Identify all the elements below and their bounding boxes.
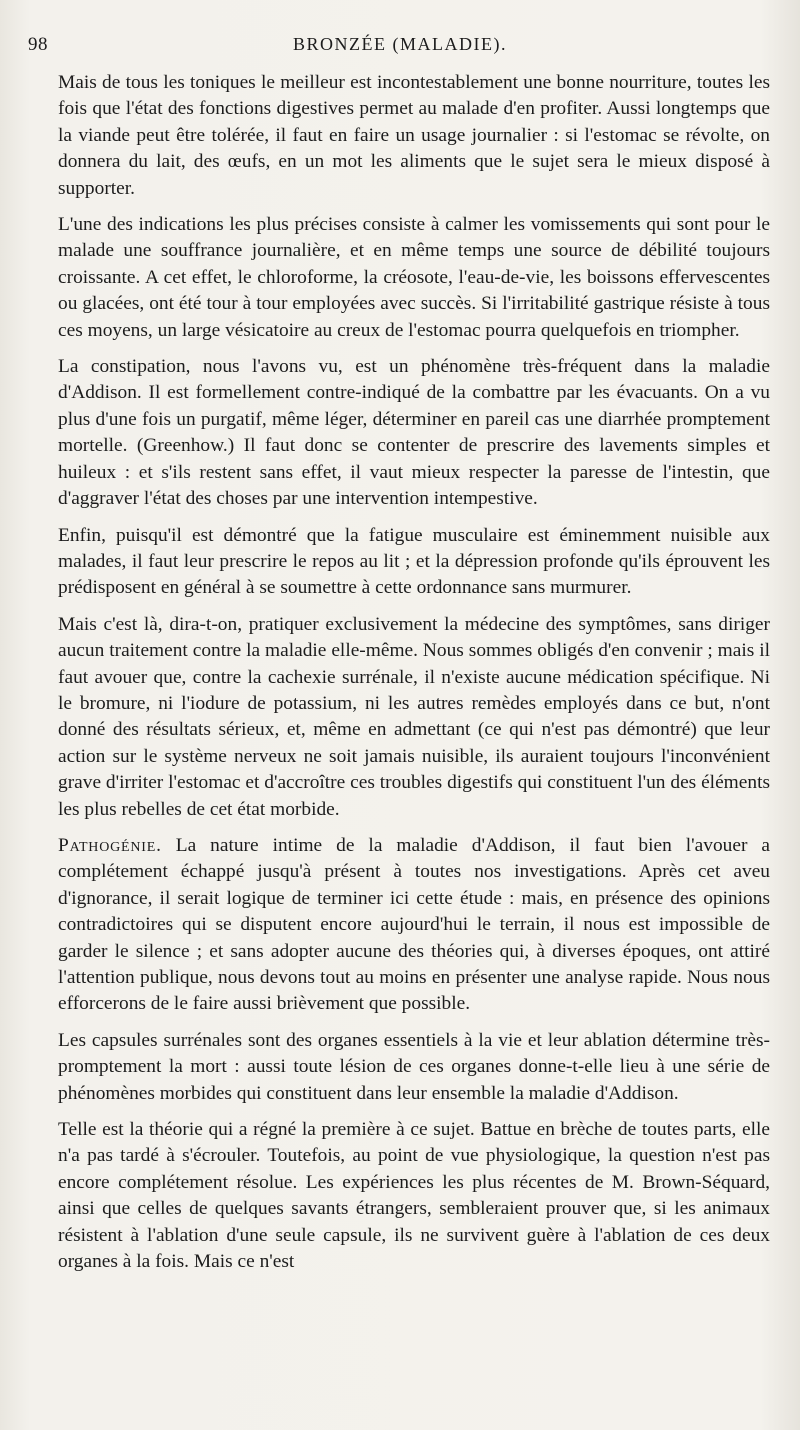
paragraph-repos: Enfin, puisqu'il est démontré que la fatigue musculaire est éminemment nuisible aux malades, il faut leur prescrire le repos au lit ; et la dépression profonde qu'ils éprouvent les prédisposent en général à se soumettre à cette ordonnance sans murmurer. [58, 524, 770, 599]
section-label-pathogenie: Pathogénie. [58, 834, 162, 856]
running-title: BRONZÉE (MALADIE). [293, 34, 507, 54]
page-number: 98 [28, 34, 48, 55]
paragraph-capsules: Les capsules surrénales sont des organes essentiels à la vie et leur ablation détermine très-promptement la mort : aussi toute lésion de ces organes donne-t-elle lieu à une série de phénomènes morbides qui constituent dans leur ensemble la maladie d'Addison. [58, 1029, 770, 1104]
paragraph-pathogenie [58, 833, 770, 1018]
paragraph-nourriture: Mais de tous les toniques le meilleur est incontestablement une bonne nourriture, toutes les fois que l'état des fonctions digestives permet au malade d'en profiter. Aussi longtemps que la viande peut être tolérée, il faut en faire un usage journalier : si l'estomac se révolte, on donnera du lait, des œufs, en un mot les aliments que le sujet sera le mieux disposé à supporter. [58, 72, 770, 199]
running-head [28, 34, 770, 62]
paragraph-theorie: Telle est la théorie qui a régné la première à ce sujet. Battue en brèche de toutes parts, elle n'a pas tardé à s'écrouler. Toutefois, au point de vue physiologique, la question n'est pas encore complétement résolue. Les expériences les plus récentes de M. Brown-Séquard, ainsi que celles de quelques savants étrangers, sembleraient prouver que, si les animaux résistent à l'ablation d'une seule capsule, ils ne survivent guère à l'ablation de ces deux organes à la fois. Mais ce n'est [58, 1119, 770, 1273]
pathogenie-text: La nature intime de la maladie d'Addison, il faut bien l'avouer a complétement échappé jusqu'à présent à toutes nos investigations. Après cet aveu d'ignorance, il serait logique de terminer ici cette étude : mais, en présence des opinions contradictoires qui se disputent encore aujourd'hui le terrain, il nous est impossible de garder le silence ; et sans adopter aucune des théories qui, à diverses époques, ont attiré l'attention publique, nous devons tout au moins en présenter une analyse rapide. Nous nous efforcerons de le faire aussi brièvement que possible. [58, 834, 770, 1015]
paragraph-symptomes: Mais c'est là, dira-t-on, pratiquer exclusivement la médecine des symptômes, sans diriger aucun traitement contre la maladie elle-même. Nous sommes obligés d'en convenir ; mais il faut avouer que, contre la cachexie surrénale, il n'existe aucune médication spécifique. Ni le bromure, ni l'iodure de potassium, ni les autres remèdes employés dans ce but, n'ont donné des résultats sérieux, et, même en admettant (ce qui n'est pas démontré) que leur action sur le système nerveux ne soit jamais nuisible, ils auraient toujours l'inconvénient grave d'irriter l'estomac et d'accroître ces troubles digestifs qui constituent l'un des éléments les plus rebelles de cet état morbide. [58, 613, 770, 820]
paragraph-constipation: La constipation, nous l'avons vu, est un phénomène très-fréquent dans la maladie d'Addison. Il est formellement contre-indiqué de la combattre par les évacuants. On a vu plus d'une fois un purgatif, même léger, déterminer en pareil cas une diarrhée promptement mortelle. (Greenhow.) Il faut donc se contenter de prescrire des lavements simples et huileux : et s'ils restent sans effet, il vaut mieux respecter la paresse de l'intestin, que d'aggraver l'état des choses par une intervention intempestive. [58, 356, 770, 510]
paragraph-vomissements: L'une des indications les plus précises consiste à calmer les vomissements qui sont pour le malade une souffrance journalière, et en même temps une source de débilité toujours croissante. A cet effet, le chloroforme, la créosote, l'eau-de-vie, les boissons effervescentes ou glacées, ont été tour à tour employées avec succès. Si l'irritabilité gastrique résiste à tous ces moyens, un large vésicatoire au creux de l'estomac pourra quelquefois en triompher. [58, 214, 770, 341]
body-text [58, 70, 770, 1275]
